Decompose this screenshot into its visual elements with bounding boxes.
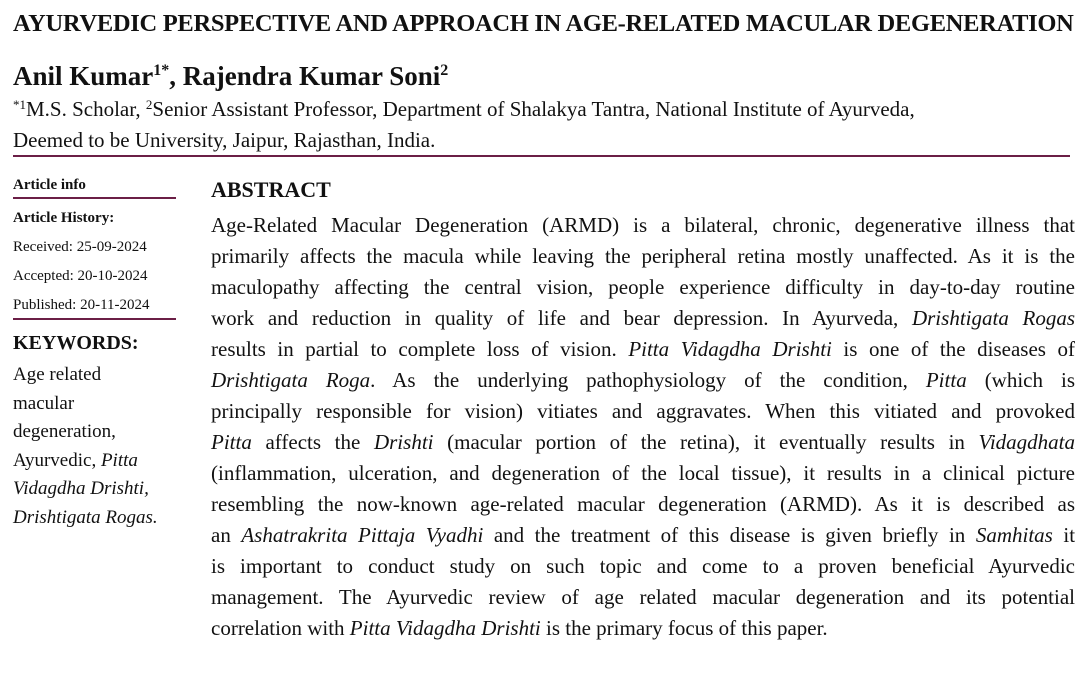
author-2-affiliation-mark: 2 bbox=[440, 62, 449, 79]
abstract-text-run: is one of the diseases of bbox=[831, 337, 1075, 361]
abstract-italic-term: Samhitas bbox=[975, 523, 1053, 547]
affiliation-role-1: M.S. Scholar, bbox=[26, 97, 146, 121]
keyword-line: Drishtigata Rogas. bbox=[13, 506, 158, 528]
article-info-divider bbox=[13, 197, 176, 199]
abstract-text-run: and the treatment of this disease is given briefly in bbox=[483, 523, 976, 547]
affiliation-role-2: Senior Assistant Professor, Department of Shalakya Tantra, National Institute of Ayurveda, bbox=[152, 97, 915, 121]
abstract-italic-term: Pitta Vidagdha Drishti bbox=[628, 337, 832, 361]
abstract-italic-term: Pitta bbox=[211, 430, 252, 454]
abstract-text-run: an bbox=[211, 523, 242, 547]
abstract-line bbox=[211, 520, 1075, 551]
paper-title: AYURVEDIC PERSPECTIVE AND APPROACH IN AGE-RELATED MACULAR DEGENERATION bbox=[13, 10, 1074, 37]
abstract-line bbox=[211, 365, 1075, 396]
abstract-text-run: results in partial to complete loss of vision. bbox=[211, 337, 629, 361]
keywords-heading: KEYWORDS: bbox=[13, 332, 139, 354]
published-date: Published: 20-11-2024 bbox=[13, 297, 150, 313]
abstract-line: principally responsible for vision) vitiates and aggravates. When this vitiated and provoked bbox=[211, 399, 1075, 423]
abstract-line bbox=[211, 613, 1075, 644]
keyword-line: Age related bbox=[13, 364, 102, 385]
article-info-label: Article info bbox=[13, 177, 86, 193]
abstract-italic-term: Drishti bbox=[373, 430, 434, 454]
keyword-line bbox=[13, 447, 178, 476]
abstract-italic-term: Pitta Vidagdha Drishti bbox=[349, 616, 541, 640]
abstract-italic-term: Pitta bbox=[925, 368, 967, 392]
keyword-pitta: Pitta bbox=[100, 449, 138, 471]
keywords-list bbox=[13, 361, 178, 532]
article-history-label: Article History: bbox=[13, 210, 115, 226]
abstract-text-run: work and reduction in quality of life and bear depression. In Ayurveda, bbox=[211, 306, 912, 330]
affiliation-line-2: Deemed to be University, Jaipur, Rajasthan, India. bbox=[13, 128, 436, 152]
author-1-affiliation-mark: 1* bbox=[153, 62, 170, 79]
abstract-text-run: (macular portion of the retina), it eventually results in bbox=[433, 430, 979, 454]
abstract-italic-term: Drishtigata Rogas bbox=[911, 306, 1075, 330]
affiliation-mark-2: 2 bbox=[145, 97, 153, 112]
author-1-name: Anil Kumar bbox=[13, 61, 154, 91]
abstract-text-run: correlation with bbox=[211, 616, 350, 640]
abstract-text-run: it bbox=[1052, 523, 1076, 547]
abstract-line bbox=[211, 303, 1075, 334]
affiliation-block bbox=[13, 89, 1063, 156]
author-2-name: Rajendra Kumar Soni bbox=[182, 61, 441, 91]
keyword-line: macular bbox=[13, 392, 75, 414]
abstract-text-run: (which is bbox=[966, 368, 1075, 392]
history-divider bbox=[13, 318, 176, 320]
abstract-line: primarily affects the macula while leaving the peripheral retina mostly unaffected. As it is the bbox=[211, 244, 1075, 268]
abstract-line: maculopathy affecting the central vision, people experience difficulty in day-to-day routine bbox=[211, 275, 1075, 299]
abstract-line bbox=[211, 427, 1075, 458]
abstract-italic-term: Ashatrakrita Pittaja Vyadhi bbox=[241, 523, 484, 547]
abstract-text-run: is the primary focus of this paper. bbox=[540, 616, 828, 640]
abstract-line bbox=[211, 334, 1075, 365]
abstract-line: Age-Related Macular Degeneration (ARMD) is a bilateral, chronic, degenerative illness that bbox=[211, 213, 1075, 237]
affiliation-mark-1: *1 bbox=[13, 97, 26, 112]
abstract-heading: ABSTRACT bbox=[211, 177, 331, 202]
abstract-italic-term: Vidagdhata bbox=[978, 430, 1075, 454]
accepted-date: Accepted: 20-10-2024 bbox=[13, 268, 148, 284]
abstract-italic-term: Drishtigata Roga bbox=[211, 368, 371, 392]
keyword-line: Vidagdha Drishti, bbox=[13, 478, 149, 499]
author-line bbox=[13, 54, 448, 93]
header-divider bbox=[13, 155, 1070, 157]
abstract-text bbox=[211, 210, 1075, 644]
abstract-line: resembling the now-known age-related macular degeneration (ARMD). As it is described as bbox=[211, 492, 1075, 516]
abstract-line: (inflammation, ulceration, and degeneration of the local tissue), it results in a clinical picture bbox=[211, 461, 1075, 485]
keyword-line: degeneration, bbox=[13, 421, 116, 442]
abstract-line: is important to conduct study on such topic and come to a proven beneficial Ayurvedic bbox=[211, 554, 1075, 578]
abstract-text-run: affects the bbox=[251, 430, 374, 454]
article-info-sidebar bbox=[13, 175, 178, 532]
received-date: Received: 25-09-2024 bbox=[13, 239, 147, 255]
abstract-text-run: . As the underlying pathophysiology of the condition, bbox=[370, 368, 926, 392]
affiliation-line-1 bbox=[13, 89, 1063, 125]
abstract-line: management. The Ayurvedic review of age related macular degeneration and its potential bbox=[211, 585, 1075, 609]
author-separator: , bbox=[169, 61, 183, 91]
keyword-ayurvedic: Ayurvedic, bbox=[13, 449, 101, 471]
